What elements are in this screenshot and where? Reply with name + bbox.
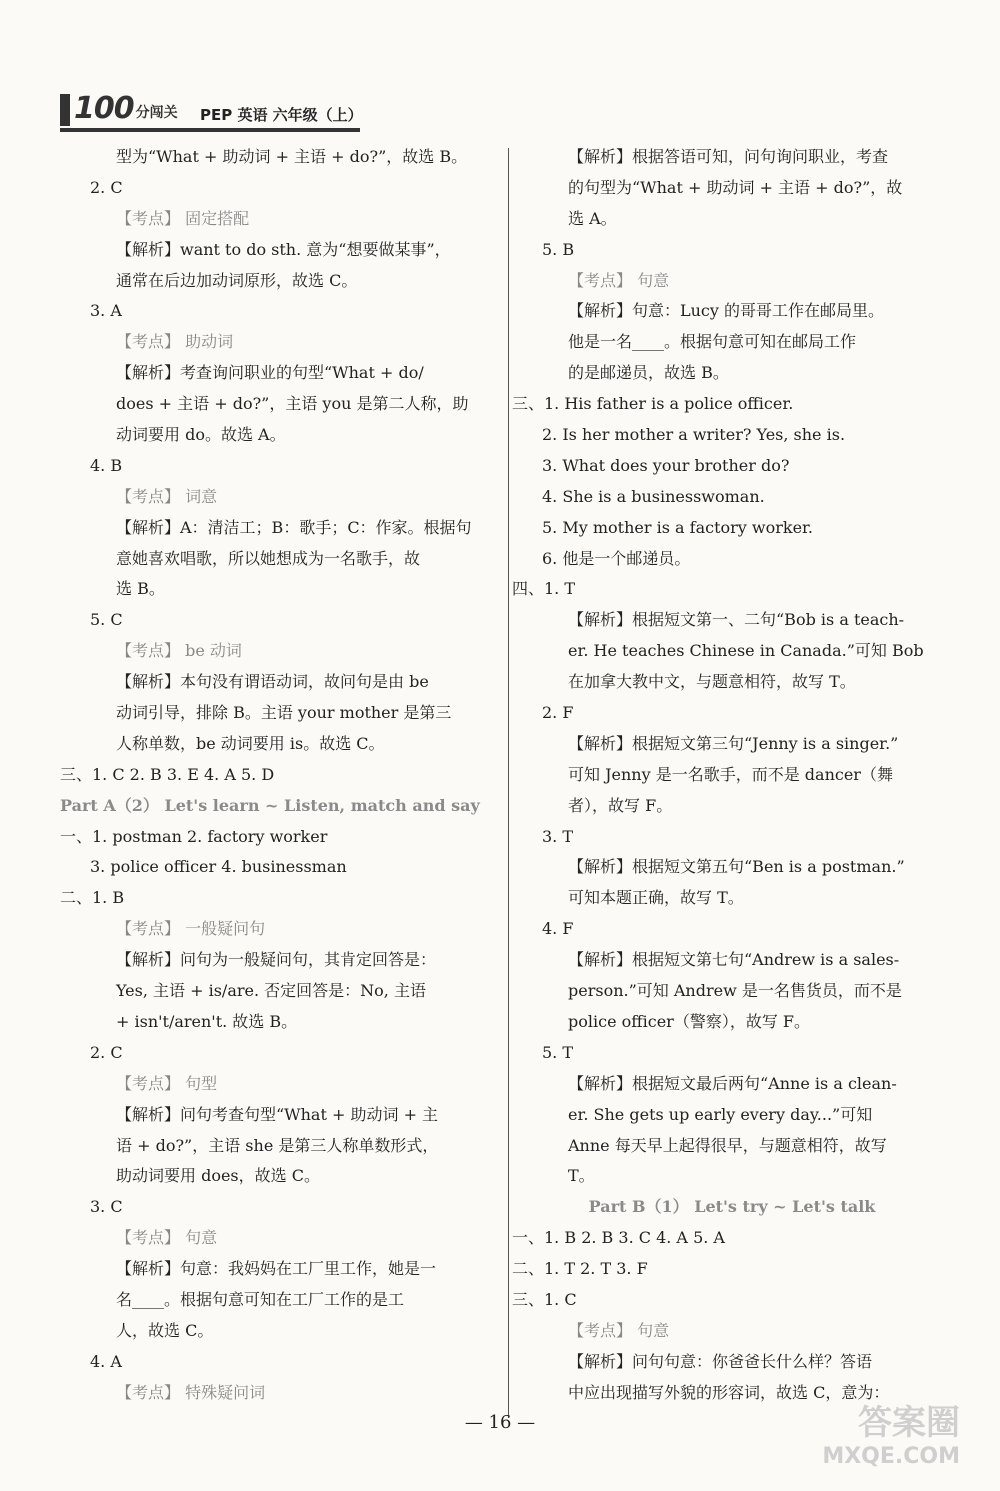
text-line: 选 B。 — [116, 579, 165, 599]
text-line: 三、1. C — [512, 1289, 577, 1309]
text-line: 【考点】 固定搭配 — [116, 208, 250, 228]
text-line: 的是邮递员，故选 B。 — [568, 363, 729, 383]
text-line: Anne 每天早上起得很早，与题意相符，故写 — [568, 1135, 887, 1155]
text-line: 4. A — [90, 1351, 122, 1371]
left-column — [60, 142, 500, 1409]
text-line: 5. C — [90, 610, 123, 630]
text-line: 4. F — [542, 919, 574, 939]
text-line: 型为“What + 助动词 + 主语 + do?”，故选 B。 — [116, 147, 468, 166]
text-line: 助动词要用 does，故选 C。 — [116, 1166, 320, 1186]
text-line: 人，故选 C。 — [116, 1320, 214, 1340]
text-line: 【解析】问句为一般疑问句，其肯定回答是： — [116, 950, 437, 970]
text-line: 三、1. C 2. B 3. E 4. A 5. D — [60, 764, 275, 784]
watermark — [822, 1395, 960, 1469]
right-column — [512, 142, 952, 1409]
text-line: 3. T — [542, 826, 574, 846]
text-line: 人称单数，be 动词要用 is。故选 C。 — [116, 733, 385, 753]
text-line: er. He teaches Chinese in Canada.”可知 Bob — [568, 641, 924, 661]
text-line: 【解析】问句句意：你爸爸长什么样？答语 — [568, 1351, 873, 1371]
page-number: — 16 — — [464, 1412, 536, 1433]
text-line: 【解析】A：清洁工；B：歌手；C：作家。根据句 — [116, 517, 472, 537]
text-line: 【考点】 助动词 — [116, 332, 234, 352]
text-line: 【考点】 特殊疑问词 — [116, 1382, 266, 1402]
text-line: 2. Is her mother a writer? Yes, she is. — [542, 425, 846, 445]
text-line: 【考点】 句型 — [116, 1073, 218, 1093]
text-line: 三、1. His father is a police officer. — [512, 394, 794, 414]
text-line: 【解析】根据短文第三句“Jenny is a singer.” — [568, 733, 899, 753]
text-line: 【考点】 句意 — [116, 1228, 218, 1248]
text-line: 【解析】句意：Lucy 的哥哥工作在邮局里。 — [568, 301, 885, 321]
text-line: 【解析】根据短文第五句“Ben is a postman.” — [568, 857, 905, 877]
text-line: 【考点】 句意 — [568, 270, 670, 290]
text-line: 6. 他是一个邮递员。 — [542, 548, 691, 568]
text-line: does + 主语 + do?”，主语 you 是第二人称，助 — [116, 394, 469, 414]
text-line: 意她喜欢唱歌，所以她想成为一名歌手，故 — [116, 548, 421, 568]
text-line: 语 + do?”，主语 she 是第三人称单数形式， — [116, 1135, 439, 1155]
text-line: 他是一名____。根据句意可知在邮局工作 — [568, 332, 857, 352]
text-line: 【解析】问句考查句型“What + 助动词 + 主 — [116, 1104, 439, 1124]
text-line: 【考点】 词意 — [116, 486, 218, 506]
text-line: 2. C — [90, 177, 123, 197]
text-line: T。 — [568, 1166, 595, 1186]
text-line: 4. She is a businesswoman. — [542, 486, 765, 506]
text-line: 5. T — [542, 1042, 574, 1062]
text-line: 5. My mother is a factory worker. — [542, 517, 814, 537]
text-line: 通常在后边加动词原形，故选 C。 — [116, 270, 358, 290]
text-line: 二、1. B — [60, 888, 125, 908]
section-heading: Part A（2） Let's learn ~ Listen, match and say — [60, 795, 480, 815]
page-header — [60, 88, 490, 136]
text-line: 名____。根据句意可知在工厂工作的是工 — [116, 1289, 405, 1309]
text-line: 3. police officer 4. businessman — [90, 857, 347, 877]
text-line: 【解析】句意：我妈妈在工厂里工作，她是一 — [116, 1259, 437, 1279]
text-line: 4. B — [90, 455, 123, 475]
text-line: 【解析】want to do sth. 意为“想要做某事”， — [116, 239, 451, 259]
text-line: 【解析】根据短文最后两句“Anne is a clean- — [568, 1073, 897, 1093]
text-line: 一、1. postman 2. factory worker — [60, 826, 328, 846]
text-line: 【解析】考查询问职业的句型“What + do/ — [116, 363, 424, 383]
logo-number: 100 — [74, 91, 134, 126]
watermark-url: MXQE.COM — [822, 1444, 960, 1469]
watermark-logo-text: 答案圈 — [858, 1403, 960, 1443]
book-title: PEP 英语 六年级（上） — [200, 106, 363, 124]
text-line: 可知 Jenny 是一名歌手，而不是 dancer（舞 — [568, 764, 893, 784]
text-line: 在加拿大教中文，与题意相符，故写 T。 — [568, 672, 856, 692]
text-line: 3. What does your brother do? — [542, 455, 790, 475]
text-line: 选 A。 — [568, 208, 617, 228]
text-line: 中应出现描写外貌的形容词，故选 C，意为： — [568, 1382, 890, 1402]
text-line: Yes, 主语 + is/are. 否定回答是：No, 主语 — [116, 981, 426, 1001]
text-line: 【考点】 一般疑问句 — [116, 919, 266, 939]
text-line: 【考点】 句意 — [568, 1320, 670, 1340]
text-line: 3. A — [90, 301, 122, 321]
text-line: 【解析】根据短文第一、二句“Bob is a teach- — [568, 610, 905, 630]
text-line: 2. C — [90, 1042, 123, 1062]
text-line: 的句型为“What + 助动词 + 主语 + do?”，故 — [568, 177, 903, 197]
text-line: 【解析】根据答语可知，问句询问职业，考查 — [568, 147, 889, 166]
column-divider — [508, 148, 509, 1418]
text-line: 者），故写 F。 — [568, 795, 673, 815]
header-rule — [60, 128, 360, 132]
text-line: 动词引导，排除 B。主语 your mother 是第三 — [116, 703, 452, 723]
text-line: er. She gets up early every day...”可知 — [568, 1104, 873, 1124]
text-line: 2. F — [542, 703, 574, 723]
text-line: + isn't/aren't. 故选 B。 — [116, 1011, 298, 1031]
text-line: 5. B — [542, 239, 575, 259]
logo-text: 分闯关 — [135, 105, 178, 121]
logo-stripe — [60, 94, 70, 126]
text-line: 可知本题正确，故写 T。 — [568, 888, 744, 908]
text-line: 【解析】根据短文第七句“Andrew is a sales- — [568, 950, 900, 970]
text-line: 【解析】本句没有谓语动词，故问句是由 be — [116, 672, 429, 692]
text-line: 【考点】 be 动词 — [116, 641, 242, 661]
text-line: 二、1. T 2. T 3. F — [512, 1259, 648, 1279]
text-line: 四、1. T — [512, 579, 576, 599]
text-line: person.”可知 Andrew 是一名售货员，而不是 — [568, 981, 902, 1001]
text-line: 一、1. B 2. B 3. C 4. A 5. A — [512, 1228, 725, 1248]
text-line: 3. C — [90, 1197, 123, 1217]
series-logo — [60, 92, 178, 126]
text-line: police officer（警察），故写 F。 — [568, 1011, 811, 1031]
text-line: 动词要用 do。故选 A。 — [116, 425, 286, 445]
section-heading: Part B（1） Let's try ~ Let's talk — [588, 1197, 876, 1217]
